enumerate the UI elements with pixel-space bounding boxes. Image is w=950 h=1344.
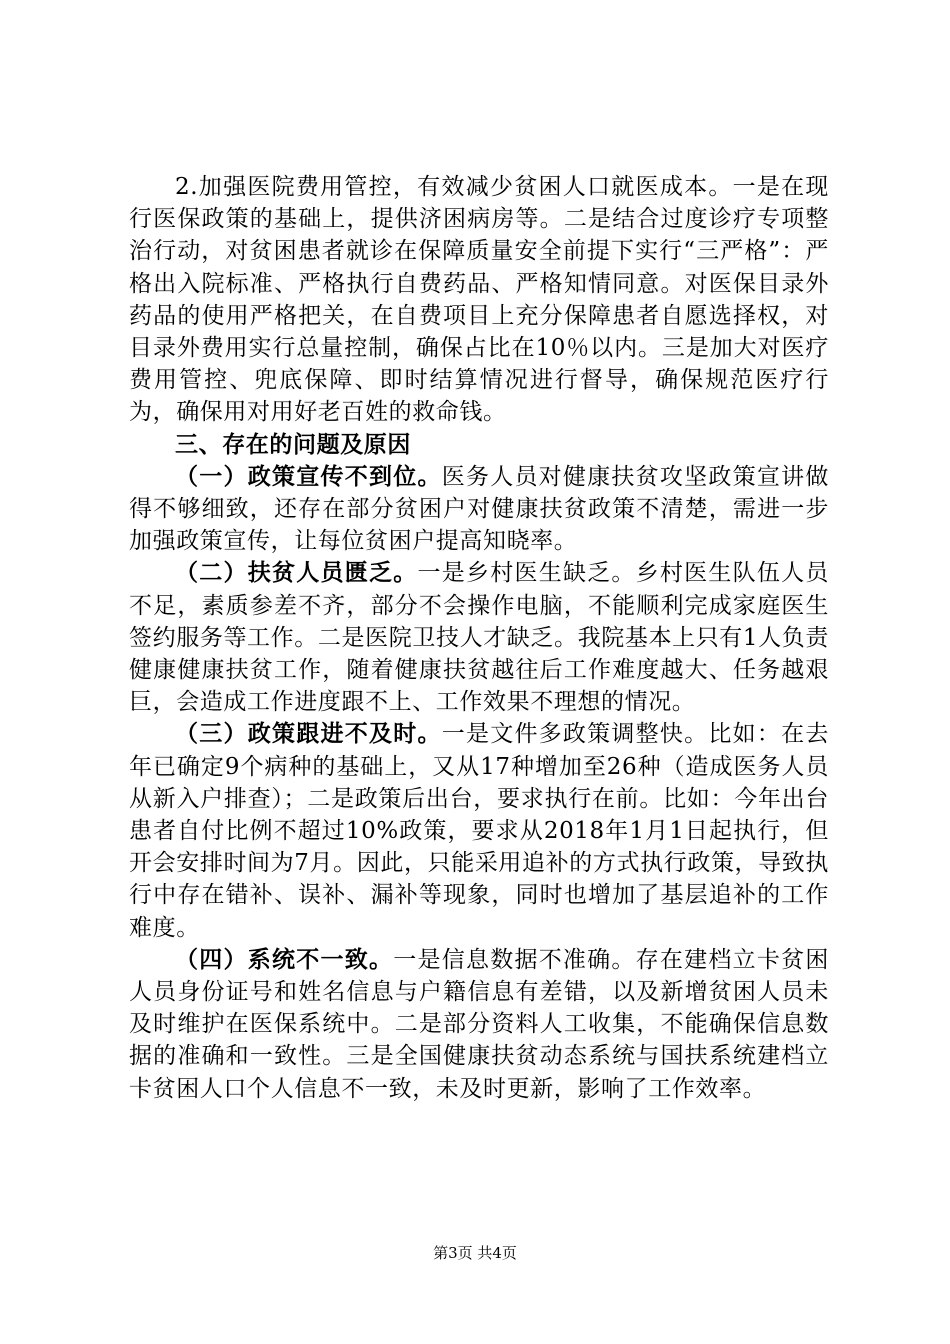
paragraph-text: 一是文件多政策调整快。比如：在去年已确定9个病种的基础上，又从17种增加至26种（造成医务人员从新入户排查）；二是政策后出台，要求执行在前。比如：今年出台患者自付比例不超过10%政策，要求从2018年1月1日起执行，但开会安排时间为7月。因此，只能采用追补的方式执行政策，导致执行中存在错补、误补、漏补等现象，同时也增加了基层追补的工作难度。 bbox=[129, 721, 829, 941]
document-body bbox=[129, 171, 829, 1105]
paragraph-text: 医务人员对健康扶贫攻坚政策宣讲做得不够细致，还存在部分贫困户对健康扶贫政策不清楚，需进一步加强政策宣传，让每位贫困户提高知晓率。 bbox=[129, 463, 829, 555]
paragraph-policy-publicity bbox=[129, 461, 829, 558]
section-heading-problems bbox=[129, 429, 829, 461]
paragraph-text: 2.加强医院费用管控，有效减少贫困人口就医成本。一是在现行医保政策的基础上，提供济困病房等。二是结合过度诊疗专项整治行动，对贫困患者就诊在保障质量安全前提下实行“三严格”：严格出入院标准、严格执行自费药品、严格知情同意。对医保目录外药品的使用严格把关，在自费项目上充分保障患者自愿选择权，对目录外费用实行总量控制，确保占比在10％以内。三是加大对医疗费用管控、兜底保障、即时结算情况进行督导，确保规范医疗行为，确保用对用好老百姓的救命钱。 bbox=[129, 174, 829, 426]
paragraph-cost-control bbox=[129, 171, 829, 429]
page-footer bbox=[0, 1243, 950, 1263]
paragraph-lead: （三）政策跟进不及时。 bbox=[175, 720, 442, 748]
paragraph-system-inconsistency bbox=[129, 944, 829, 1105]
section-heading-text: 三、存在的问题及原因 bbox=[175, 430, 411, 458]
paragraph-lead: （二）扶贫人员匮乏。 bbox=[175, 559, 418, 587]
paragraph-lead: （四）系统不一致。 bbox=[175, 945, 394, 973]
paragraph-staff-shortage bbox=[129, 557, 829, 718]
paragraph-text: 一是信息数据不准确。存在建档立卡贫困人员身份证号和姓名信息与户籍信息有差错，以及新增贫困人员未及时维护在医保系统中。二是部分资料人工收集，不能确保信息数据的准确和一致性。三是全国健康扶贫动态系统与国扶系统建档立卡贫困人口个人信息不一致，未及时更新，影响了工作效率。 bbox=[129, 946, 829, 1102]
paragraph-policy-followup bbox=[129, 718, 829, 943]
paragraph-lead: （一）政策宣传不到位。 bbox=[175, 462, 442, 490]
paragraph-text: 一是乡村医生缺乏。乡村医生队伍人员不足，素质参差不齐，部分不会操作电脑，不能顺利完成家庭医生签约服务等工作。二是医院卫技人才缺乏。我院基本上只有1人负责健康健康扶贫工作，随着健康扶贫越往后工作难度越大、任务越艰巨，会造成工作进度跟不上、工作效果不理想的情况。 bbox=[129, 560, 830, 716]
page-number: 第3页 共4页 bbox=[433, 1244, 517, 1262]
